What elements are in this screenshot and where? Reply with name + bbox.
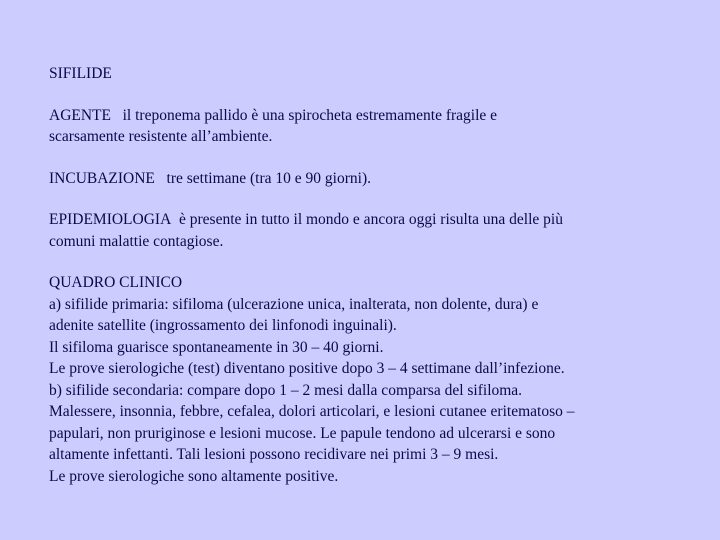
agente-label: AGENTE xyxy=(49,106,111,124)
spacer xyxy=(49,148,689,168)
quadro-text-6: Malessere, insonnia, febbre, cefalea, dolori articolari, e lesioni cutanee eritematoso – xyxy=(49,403,575,420)
quadro-a-prefix: a) xyxy=(49,295,65,313)
quadro-text-2: adenite satellite (ingrossamento dei linfonodi inguinali). xyxy=(49,317,397,334)
epidemiologia-label: EPIDEMIOLOGIA xyxy=(49,211,172,228)
spacer xyxy=(49,252,689,272)
quadro-text-9: Le prove sierologiche sono altamente positive. xyxy=(49,467,339,485)
epidemiologia-text-2: comuni malattie contagiose. xyxy=(49,232,224,250)
agente-text-1: il treponema pallido è una spirocheta estremamente fragile e xyxy=(122,106,498,124)
quadro-text-8: altamente infettanti. Tali lesioni possono recidivare nei primi 3 – 9 mesi. xyxy=(49,446,499,463)
quadro-text-3: Il sifiloma guarisce spontaneamente in 30 – 40 giorni. xyxy=(49,338,384,356)
quadro-heading: QUADRO CLINICO xyxy=(49,274,183,291)
slide-content xyxy=(49,63,689,487)
quadro-b-term: sifilide secondaria xyxy=(65,381,179,399)
quadro-text-4: Le prove sierologiche (test) diventano positive dopo 3 – 4 settimane dall’infezione. xyxy=(49,360,565,377)
quadro-b-text: : compare dopo 1 – 2 mesi dalla comparsa del sifiloma. xyxy=(179,381,523,399)
spacer xyxy=(49,189,689,209)
section-epidemiologia xyxy=(49,209,689,252)
incubazione-text: tre settimane (tra 10 e 90 giorni). xyxy=(166,169,371,187)
section-quadro-clinico xyxy=(49,272,689,487)
section-agente xyxy=(49,105,689,148)
section-incubazione xyxy=(49,168,689,190)
quadro-b-prefix: b) xyxy=(49,381,66,399)
quadro-text-7: papulari, non pruriginose e lesioni mucose. Le papule tendono ad ulcerarsi e sono xyxy=(49,424,556,442)
quadro-a-text: : sifiloma (ulcerazione unica, inalterata, non dolente, dura) e xyxy=(164,295,539,313)
page-title: SIFILIDE xyxy=(49,65,112,82)
agente-text-2: scarsamente resistente all’ambiente. xyxy=(49,128,273,145)
spacer xyxy=(49,85,689,105)
quadro-a-term: sifilide primaria xyxy=(64,295,165,313)
incubazione-label: INCUBAZIONE xyxy=(49,169,155,187)
epidemiologia-text-1: è presente in tutto il mondo e ancora oggi risulta una delle più xyxy=(179,211,563,228)
